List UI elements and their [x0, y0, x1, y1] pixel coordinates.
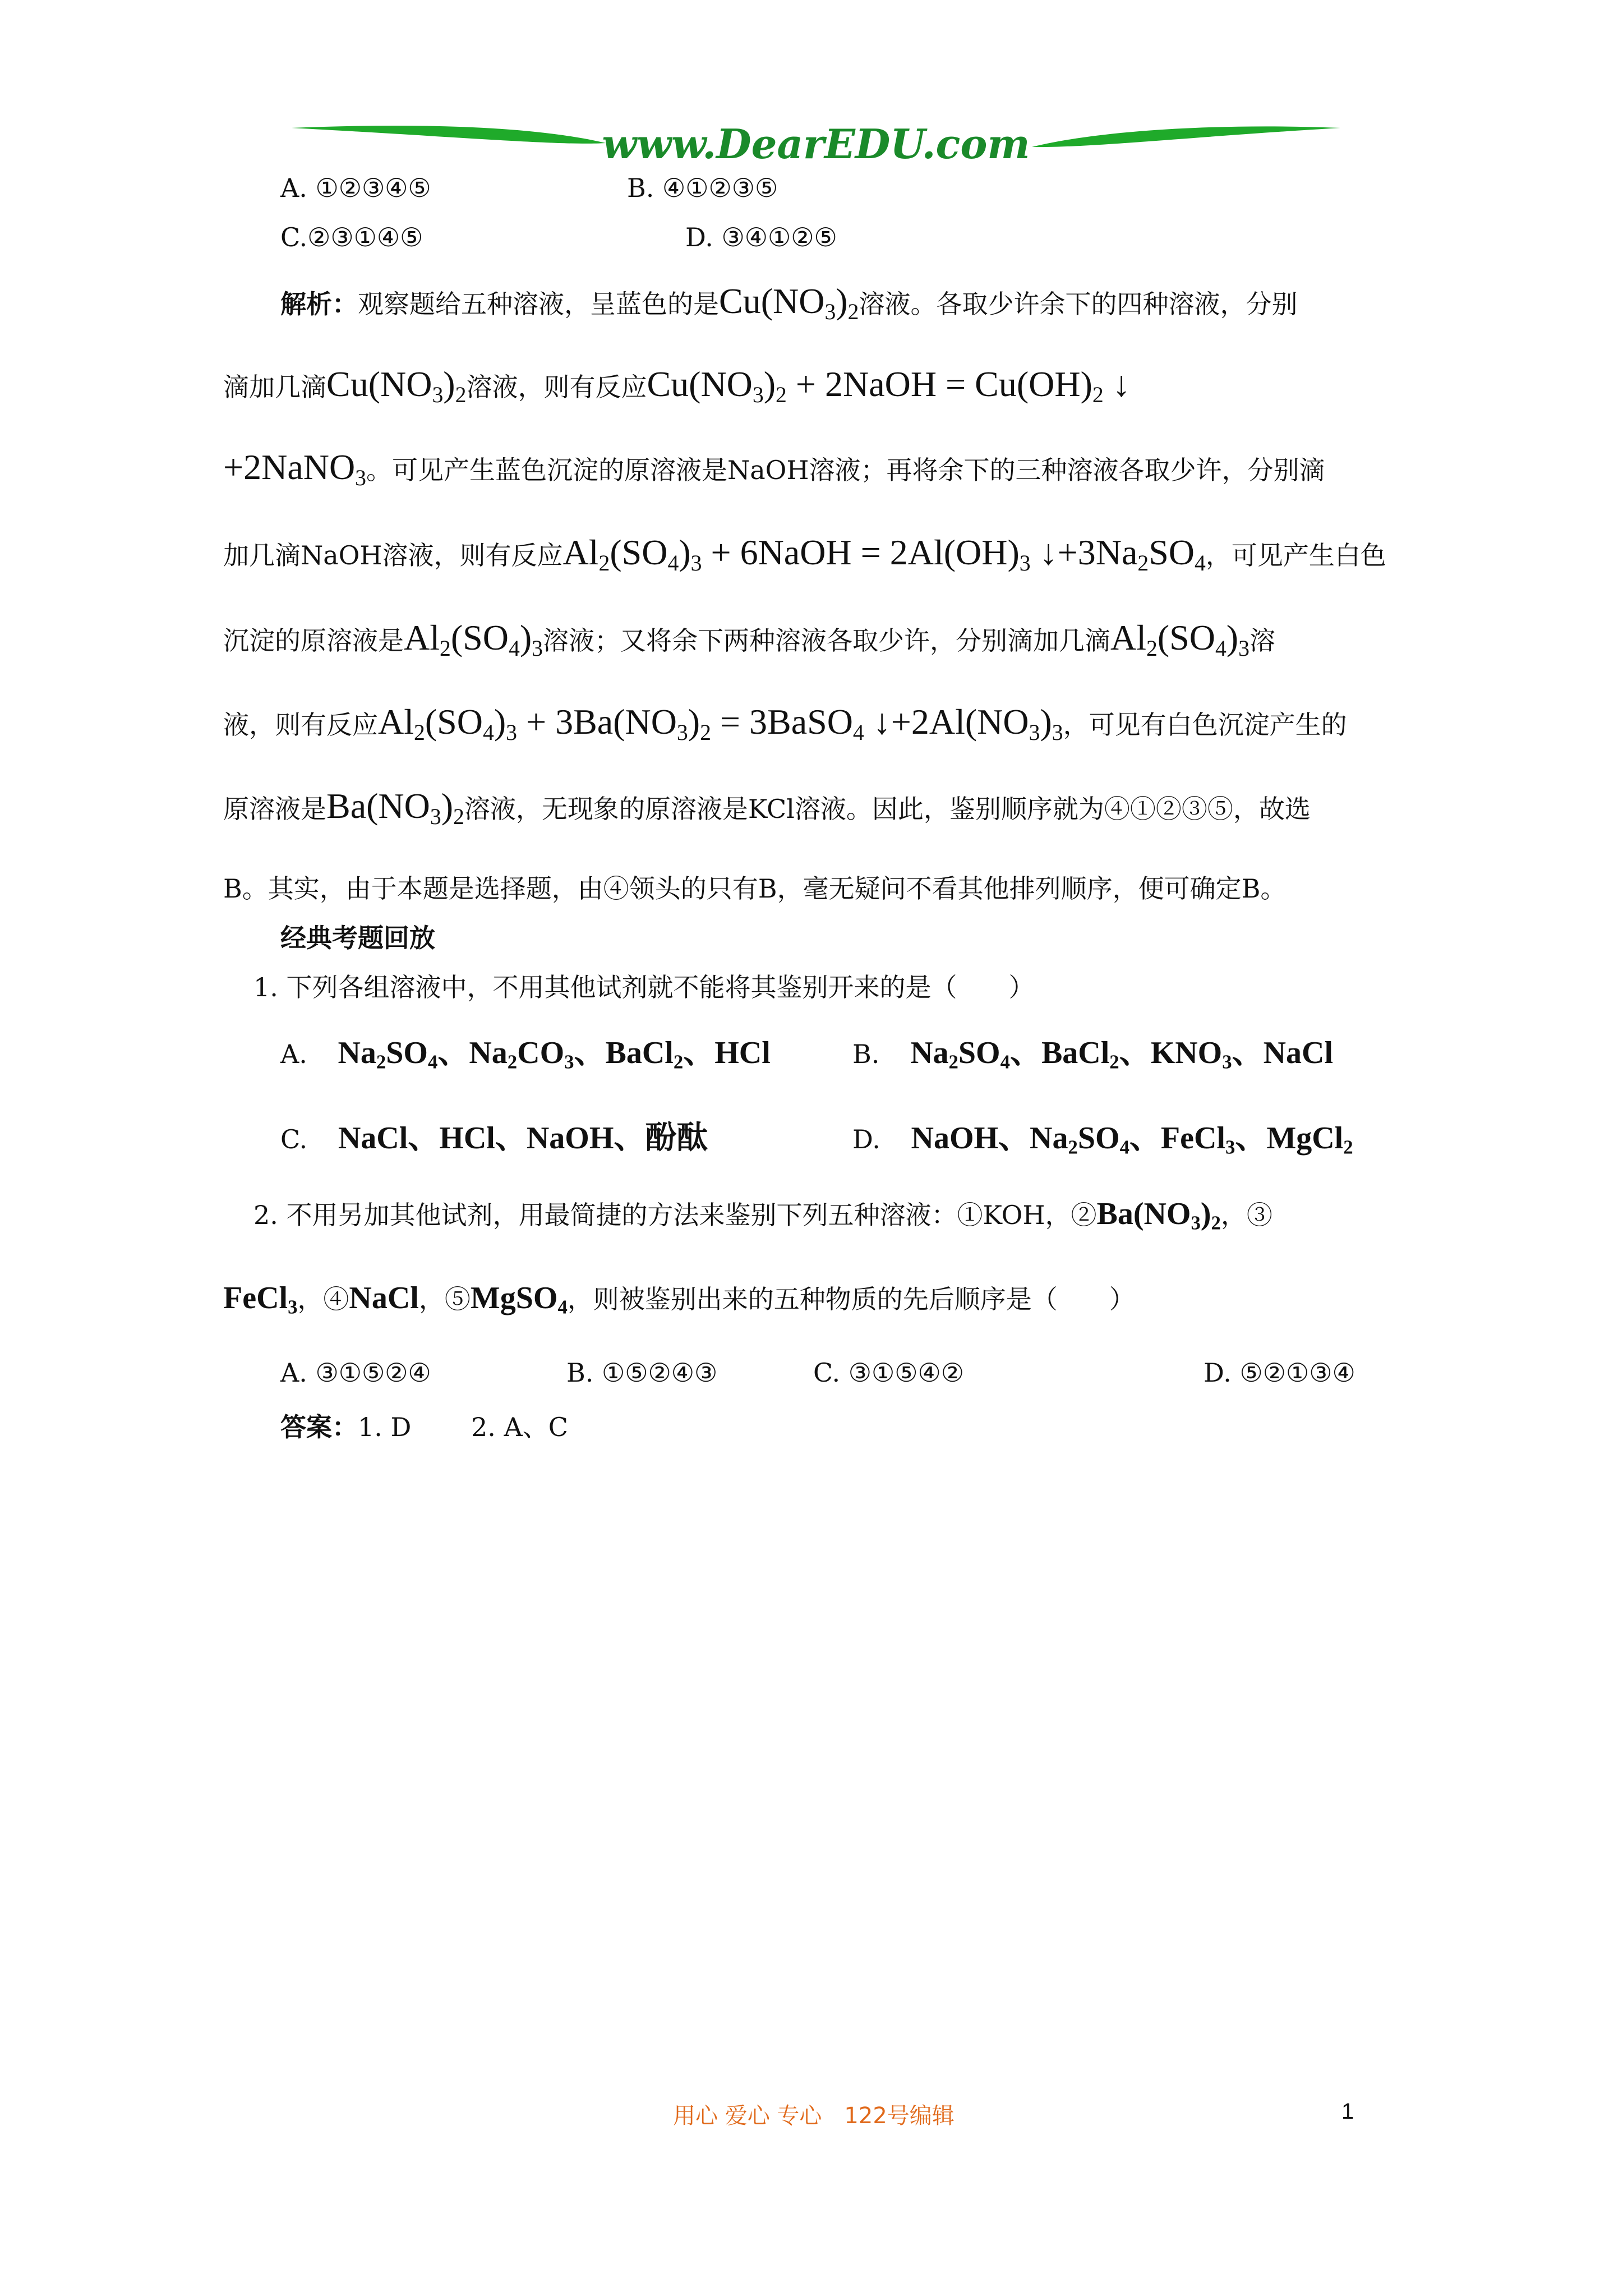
- question-1: 1. 下列各组溶液中，不用其他试剂就不能将其鉴别开来的是（ ）: [253, 972, 1035, 1002]
- formula-mgso4: MgSO$_4$: [470, 1281, 568, 1318]
- formula-al2-so4-3: $Al_2(SO_4)_3$: [404, 618, 543, 661]
- answer-text: 1. D 2. A、C: [358, 1412, 568, 1442]
- option-b-top: B. ④①②③⑤: [627, 173, 778, 203]
- question-text: ，则被鉴别出来的五种物质的先后顺序是（ ）: [567, 1284, 1135, 1314]
- answer-line: [280, 1407, 568, 1444]
- footer-text: 用心 爱心 专心 122号编辑: [673, 2103, 955, 2129]
- analysis-line-4: [223, 532, 1386, 576]
- dearedu-logo: [292, 112, 1340, 174]
- page-number: 1: [1341, 2099, 1354, 2124]
- question-text: ，③: [1220, 1200, 1272, 1230]
- analysis-text: 溶液；又将余下两种溶液各取少许，分别滴加几滴: [542, 625, 1110, 656]
- analysis-line-7: [223, 785, 1311, 830]
- q2-option-b: B. ①⑤②④③: [566, 1358, 718, 1388]
- analysis-line-1: [280, 280, 1298, 325]
- analysis-text: ，可见有白色沉淀产生的: [1063, 710, 1347, 740]
- q2-option-c: C. ③①⑤④②: [813, 1358, 964, 1388]
- analysis-line-3: [223, 447, 1325, 491]
- formula-cu-no3-2: $Cu(NO_3)_2$: [719, 281, 859, 325]
- option-a-top: A. ①②③④⑤: [280, 173, 431, 203]
- section-title: 经典考题回放: [280, 923, 435, 953]
- analysis-line-8: B。其实，由于本题是选择题，由④领头的只有B，毫无疑问不看其他排列顺序，便可确定B。: [223, 873, 1287, 904]
- option-label: B.: [852, 1039, 880, 1069]
- analysis-text: 溶液，无现象的原溶液是KCl溶液。因此，鉴别顺序就为④①②③⑤，故选: [464, 794, 1311, 824]
- analysis-text: 沉淀的原溶液是: [223, 625, 404, 656]
- analysis-text: 加几滴NaOH溶液，则有反应: [223, 540, 563, 570]
- analysis-line-2: [223, 364, 1131, 408]
- analysis-text: 溶: [1249, 625, 1275, 656]
- analysis-text: 液，则有反应: [223, 710, 378, 740]
- analysis-text: 原溶液是: [223, 794, 326, 824]
- option-label: A.: [280, 1039, 307, 1069]
- analysis-line-5: [223, 617, 1275, 659]
- q1-option-d-formulas: NaOH、$Na_2SO_4$、FeCl$_3$、MgCl$_2$: [911, 1121, 1353, 1158]
- question-text: 2. 不用另加其他试剂，用最简捷的方法来鉴别下列五种溶液：①KOH，②: [253, 1200, 1097, 1230]
- reaction-equation-3: $Al_2(SO_4)_3 + 3Ba(NO_3)_2$ = 3BaSO$_4$ $↓+2Al(NO_3)_3$: [378, 702, 1063, 746]
- question-2-line-2: [223, 1279, 1135, 1316]
- formula-ba-no3-2: $Ba(NO_3)_2$: [326, 786, 464, 830]
- reaction-equation-2: $Al_2(SO_4)_3$ + 6NaOH = $2Al(OH)_3$ $↓+3Na_2SO_4$: [562, 532, 1206, 576]
- formula-ba-no3-2: $Ba(NO_3)_2$: [1096, 1197, 1221, 1234]
- question-text: ，④: [297, 1284, 349, 1314]
- q1-option-c: [280, 1113, 708, 1158]
- q2-option-a: A. ③①⑤②④: [280, 1358, 431, 1388]
- logo-text: www.DearEDU.com: [602, 120, 1030, 168]
- option-d-top: D. ③④①②⑤: [685, 222, 837, 252]
- q1-option-a: [280, 1028, 771, 1073]
- analysis-text: 。可见产生蓝色沉淀的原溶液是NaOH溶液；再将余下的三种溶液各取少许，分别滴: [366, 455, 1325, 485]
- answer-label: 答案：: [280, 1412, 358, 1442]
- analysis-text: 观察题给五种溶液，呈蓝色的是: [358, 289, 719, 319]
- q1-option-a-formulas: $Na_2SO_4$、$Na_2CO_3$、BaCl$_2$、HCl: [338, 1036, 771, 1073]
- analysis-text: 溶液。各取少许余下的四种溶液，分别: [859, 289, 1298, 319]
- option-label: C.: [280, 1124, 308, 1154]
- question-2-line-1: [253, 1195, 1272, 1232]
- q1-option-c-text: NaCl、HCl、NaOH、酚酞: [338, 1121, 708, 1156]
- q1-option-b-formulas: $Na_2SO_4$、BaCl$_2$、$KNO_3$、NaCl: [910, 1036, 1334, 1073]
- formula-nacl: NaCl: [349, 1281, 419, 1315]
- analysis-text: ，可见产生白色: [1205, 540, 1386, 570]
- analysis-text: 滴加几滴: [223, 372, 326, 402]
- analysis-line-6: [223, 701, 1347, 746]
- q2-option-d: D. ⑤②①③④: [1204, 1358, 1355, 1388]
- question-text: ，⑤: [418, 1284, 471, 1314]
- formula-cu-no3-2: $Cu(NO_3)_2$: [326, 364, 467, 408]
- option-c-top: C.②③①④⑤: [280, 222, 423, 252]
- reaction-equation-1: $Cu(NO_3)_2$ + 2NaOH = $Cu(OH)_2$ ↓: [647, 364, 1131, 408]
- formula-al2-so4-3: $Al_2(SO_4)_3$: [1110, 618, 1249, 661]
- analysis-text: 溶液，则有反应: [466, 372, 647, 402]
- formula-fecl3: FeCl$_3$: [223, 1281, 298, 1318]
- reaction-equation-1-cont: +2NaNO$_3$: [223, 447, 366, 491]
- q1-option-b: [852, 1028, 1333, 1073]
- option-label: D.: [852, 1124, 880, 1154]
- analysis-label: 解析：: [280, 289, 358, 319]
- q1-option-d: [852, 1113, 1353, 1158]
